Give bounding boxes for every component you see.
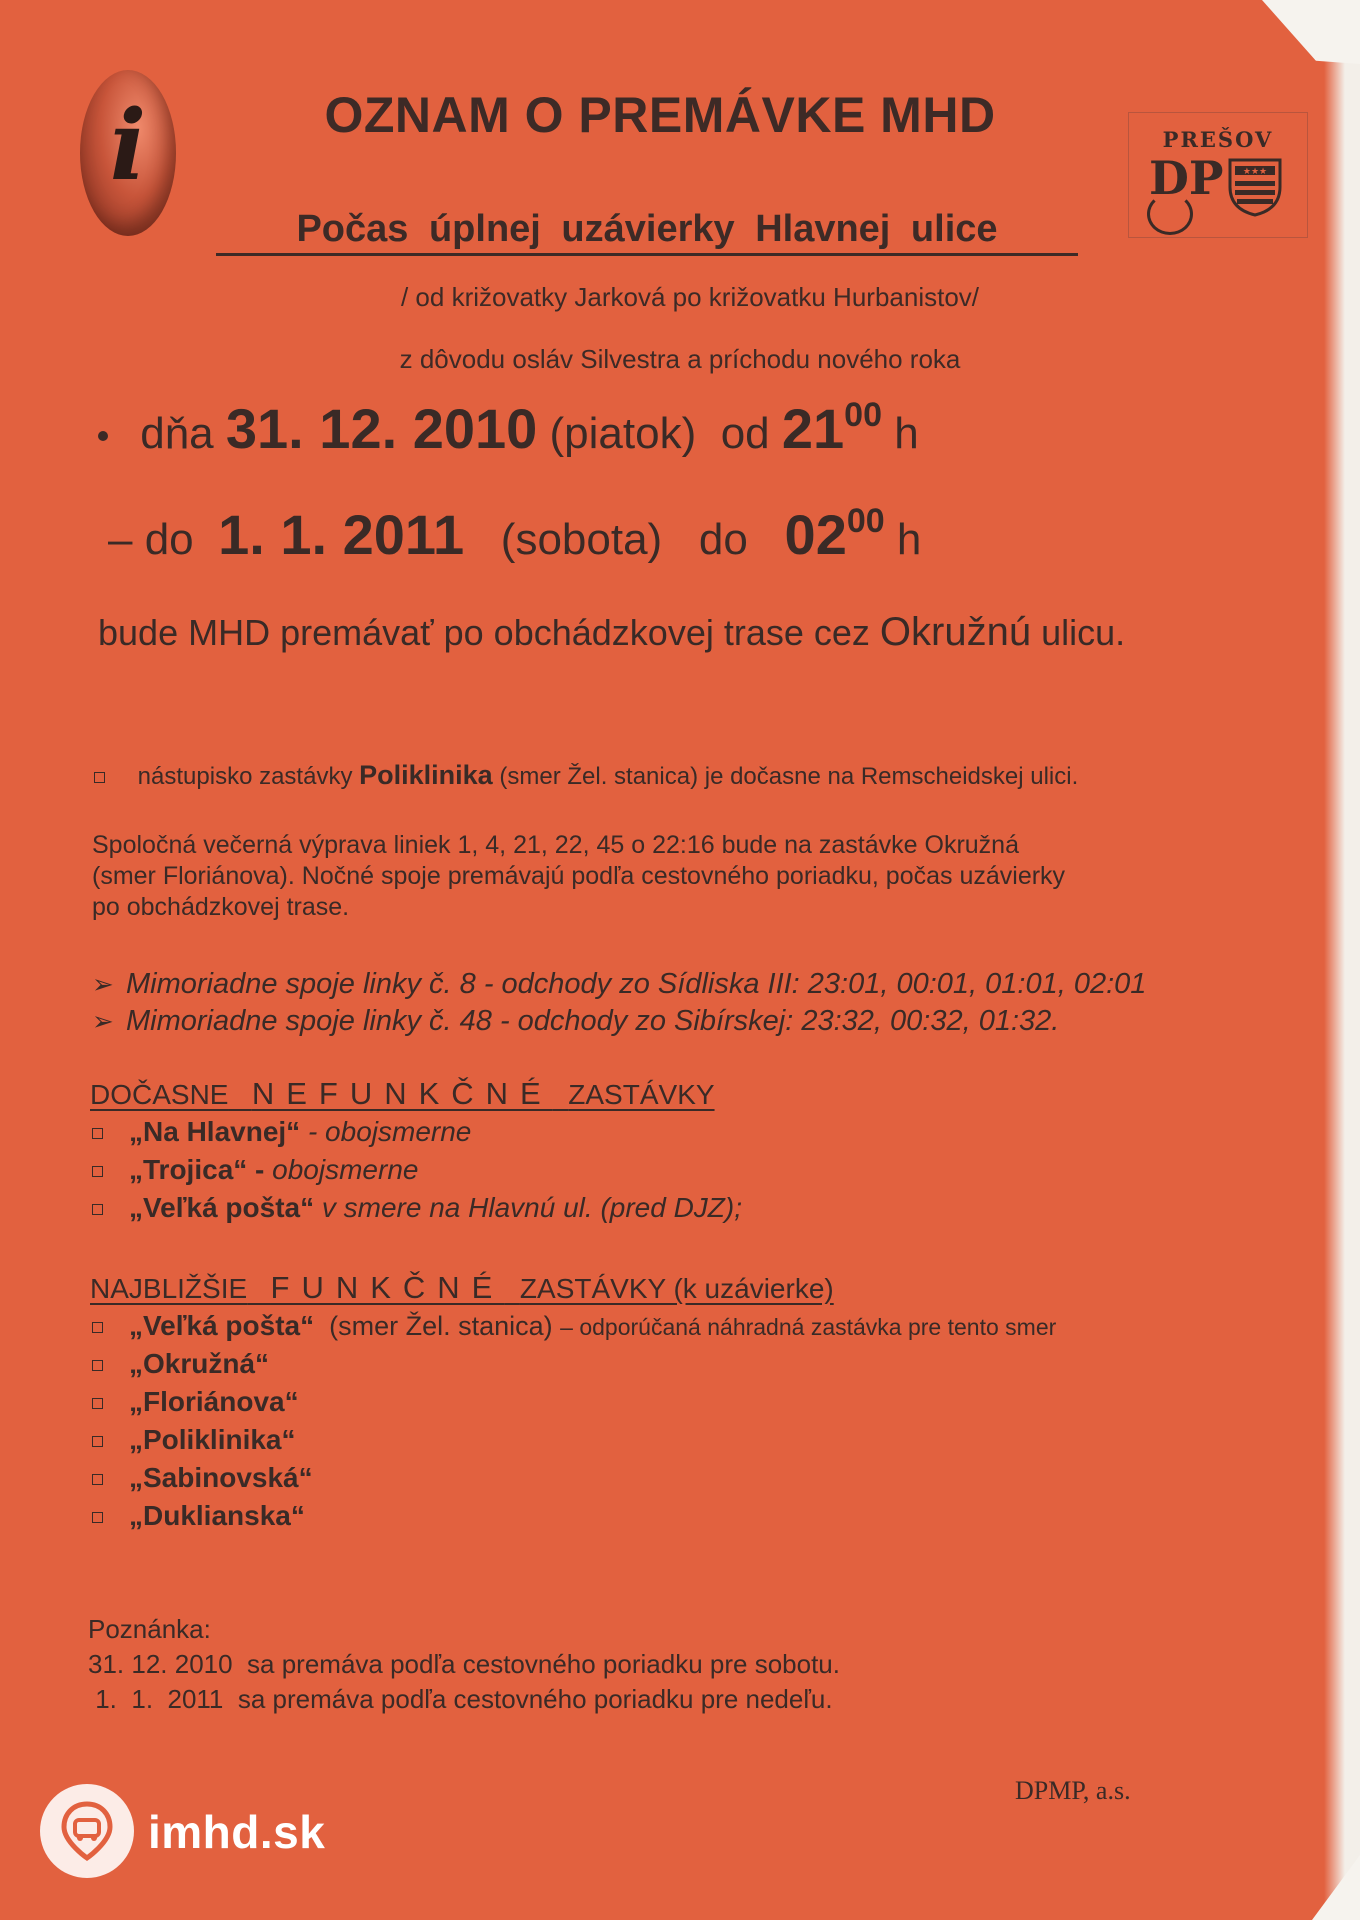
common-departure <box>92 830 1292 923</box>
end-hour: 02 <box>784 503 847 566</box>
logo-wheel-icon <box>1147 193 1193 235</box>
start-time-prefix: od <box>720 409 770 458</box>
logo-mark: DP <box>1149 151 1224 205</box>
checkbox-bullet-icon <box>92 1204 103 1215</box>
checkbox-bullet-icon <box>94 772 105 783</box>
stop-name: „Okružná“ <box>129 1348 270 1379</box>
watermark-text: imhd.sk <box>148 1806 326 1858</box>
end-day: (sobota) <box>500 515 663 564</box>
arrow-bullet-icon: ➢ <box>92 969 114 999</box>
common-departure-line: po obchádzkovej trase. <box>92 893 350 921</box>
closed-stops-list <box>92 1116 742 1230</box>
bullet-icon <box>98 431 108 441</box>
dp-presov-logo <box>1128 112 1308 238</box>
open-stop-item <box>92 1424 1056 1462</box>
checkbox-bullet-icon <box>92 1474 103 1485</box>
extra-service-item <box>92 1003 1146 1040</box>
end-date: 1. 1. 2011 <box>218 503 465 566</box>
logo-city: PREŠOV <box>1162 127 1274 152</box>
closure-start <box>98 396 919 461</box>
stop-name: „Sabinovská“ <box>129 1462 313 1493</box>
end-prefix: – do <box>108 515 194 564</box>
common-departure-line: Spoločná večerná výprava liniek 1, 4, 21, 22, 45 o 22:16 bude na zastávke Okružná <box>92 831 1019 859</box>
footnote <box>88 1612 840 1717</box>
start-unit: h <box>894 409 919 458</box>
platform-after: (smer Žel. stanica) je dočasne na Remscheidskej ulici. <box>499 763 1079 790</box>
platform-notice <box>94 760 1078 792</box>
open-heading-w1: NAJBLIŽŠIE <box>90 1273 248 1304</box>
checkbox-bullet-icon <box>92 1322 103 1333</box>
end-unit: h <box>896 515 922 564</box>
common-departure-line: (smer Floriánova). Nočné spoje premávajú podľa cestovného poriadku, počas uzávierky <box>92 862 1066 890</box>
stop-name: „Poliklinika“ <box>129 1424 296 1455</box>
closed-stop-item <box>92 1154 742 1192</box>
closed-heading-w1: DOČASNE <box>90 1079 229 1110</box>
stop-note: - obojsmerne <box>300 1116 472 1147</box>
end-time-prefix: do <box>698 515 748 564</box>
open-stop-item <box>92 1500 1056 1538</box>
stop-recommendation: – odporúčaná náhradná zastávka pre tento smer <box>560 1314 1057 1340</box>
start-day: (piatok) <box>549 409 697 458</box>
footnote-heading: Poznánka: <box>88 1614 211 1644</box>
stop-name: „Trojica“ - <box>129 1154 265 1185</box>
notice-subtitle: Počas úplnej uzávierky Hlavnej ulice <box>216 207 1078 256</box>
signature: DPMP, a.s. <box>1015 1776 1131 1805</box>
stop-name: „Floriánova“ <box>129 1386 299 1417</box>
closure-reason: z dôvodu osláv Silvestra a príchodu nového roka <box>399 344 961 374</box>
stop-note: obojsmerne <box>264 1154 419 1185</box>
location-pin-icon <box>56 1800 118 1862</box>
extra-service-item <box>92 966 1146 1003</box>
closed-stops-heading <box>90 1076 715 1112</box>
closed-stop-item <box>92 1192 742 1230</box>
sheet-edge <box>1300 60 1360 1920</box>
extra-service-text: Mimoriadne spoje linky č. 48 - odchody zo Sibírskej: 23:32, 00:32, 01:32. <box>126 1005 1060 1037</box>
closure-end <box>108 502 921 567</box>
stop-name: „Veľká pošta“ <box>129 1310 315 1341</box>
checkbox-bullet-icon <box>92 1512 103 1523</box>
checkbox-bullet-icon <box>92 1166 103 1177</box>
stop-direction: (smer Žel. stanica) <box>329 1311 553 1341</box>
arrow-bullet-icon: ➢ <box>92 1006 114 1036</box>
svg-text:★★★: ★★★ <box>1242 167 1268 177</box>
info-glyph: i <box>109 89 147 202</box>
platform-before: nástupisko zastávky <box>137 763 353 790</box>
stop-name: „Na Hlavnej“ <box>129 1116 301 1147</box>
open-heading-w3: ZASTÁVKY (k uzávierke) <box>519 1273 834 1304</box>
open-stops-heading <box>90 1270 834 1306</box>
open-stop-item <box>92 1386 1056 1424</box>
footnote-line: 1. 1. 2011 sa premáva podľa cestovného poriadku pre nedeľu. <box>88 1684 833 1714</box>
start-minutes: 00 <box>844 396 882 434</box>
extra-service-text: Mimoriadne spoje linky č. 8 - odchody zo Sídliska III: 23:01, 00:01, 01:01, 02:01 <box>126 968 1147 1000</box>
start-prefix: dňa <box>140 409 214 458</box>
start-hour: 21 <box>781 397 845 460</box>
stop-note: v smere na Hlavnú ul. (pred DJZ); <box>314 1192 743 1223</box>
closed-heading-w3: ZASTÁVKY <box>568 1079 715 1110</box>
footnote-line: 31. 12. 2010 sa premáva podľa cestovného poriadku pre sobotu. <box>88 1649 840 1679</box>
stop-name: „Duklianska“ <box>129 1500 305 1531</box>
detour-text: bude MHD premávať po obchádzkovej trase cez <box>98 612 870 653</box>
closed-heading-w2: NEFUNKČNÉ <box>251 1076 553 1111</box>
start-date: 31. 12. 2010 <box>225 397 538 460</box>
closed-stop-item <box>92 1116 742 1154</box>
open-stop-item <box>92 1348 1056 1386</box>
platform-stop: Poliklinika <box>359 760 493 790</box>
stop-name: „Veľká pošta“ <box>129 1192 315 1223</box>
checkbox-bullet-icon <box>92 1398 103 1409</box>
detour-statement <box>98 610 1125 655</box>
checkbox-bullet-icon <box>92 1360 103 1371</box>
checkbox-bullet-icon <box>92 1436 103 1447</box>
checkbox-bullet-icon <box>92 1128 103 1139</box>
open-stops-list <box>92 1310 1056 1538</box>
closure-scope: / od križovatky Jarková po križovatku Hurbanistov/ <box>400 282 980 312</box>
detour-end: ulicu. <box>1041 612 1126 653</box>
imhd-logo-icon <box>40 1784 134 1878</box>
detour-street: Okružnú <box>879 610 1032 654</box>
info-icon <box>80 70 176 236</box>
notice-title: OZNAM O PREMÁVKE MHD <box>324 87 996 143</box>
open-stop-item <box>92 1310 1056 1348</box>
extra-services <box>92 966 1146 1040</box>
end-minutes: 00 <box>846 502 885 540</box>
open-heading-w2: FUNKČNÉ <box>270 1270 505 1305</box>
coat-of-arms-icon <box>1227 157 1283 217</box>
open-stop-item <box>92 1462 1056 1500</box>
